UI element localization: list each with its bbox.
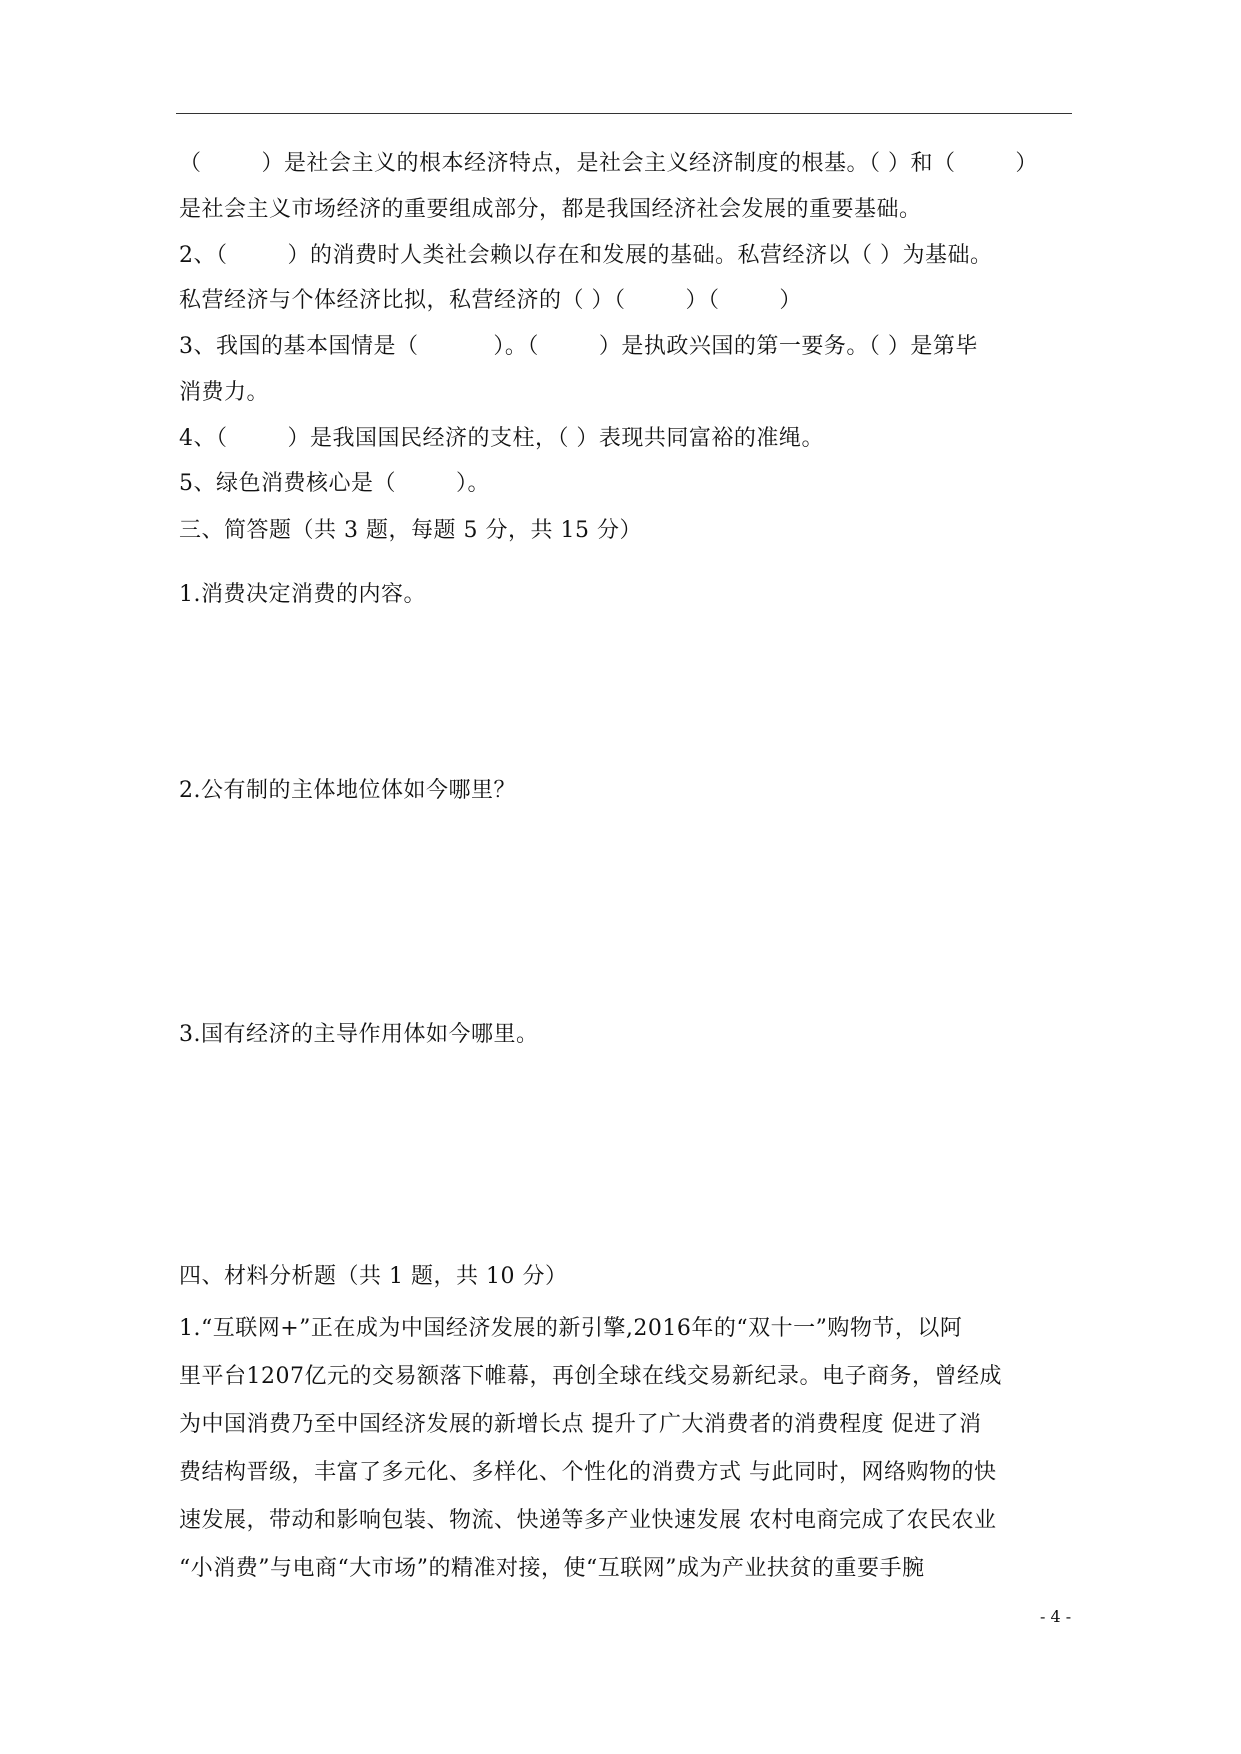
material-line: 费结构晋级，丰富了多元化、多样化、个性化的消费方式 与此同时，网络购物的快 bbox=[179, 1460, 997, 1485]
section-heading-material: 四、材料分析题（共 1 题，共 10 分） bbox=[179, 1264, 568, 1289]
header-rule bbox=[176, 113, 1072, 114]
material-line: 1.“互联网+”正在成为中国经济发展的新引擎,2016年的“双十一”购物节，以阿 bbox=[179, 1316, 963, 1341]
short-answer-question-3: 3.国有经济的主导作用体如今哪里。 bbox=[179, 1022, 539, 1047]
material-line: 里平台1207亿元的交易额落下帷幕，再创全球在线交易新纪录。电子商务，曾经成 bbox=[179, 1364, 1002, 1389]
fill-blank-line-1a: （ ）是社会主义的根本经济特点，是社会主义经济制度的根基。（ ）和（ ） bbox=[179, 151, 1038, 176]
fill-blank-line-5: 5、绿色消费核心是（ ）。 bbox=[179, 471, 490, 496]
page-number: - 4 - bbox=[1040, 1607, 1072, 1626]
short-answer-question-2: 2.公有制的主体地位体如今哪里？ bbox=[179, 778, 516, 803]
material-line: 为中国消费乃至中国经济发展的新增长点 提升了广大消费者的消费程度 促进了消 bbox=[179, 1412, 982, 1437]
short-answer-question-1: 1.消费决定消费的内容。 bbox=[179, 582, 426, 607]
fill-blank-line-4: 4、（ ）是我国国民经济的支柱，（ ）表现共同富裕的准绳。 bbox=[179, 426, 824, 451]
material-line: 速发展，带动和影响包装、物流、快递等多产业快速发展 农村电商完成了农民农业 bbox=[179, 1508, 997, 1533]
fill-blank-line-3a: 3、我国的基本国情是（ ）。（ ）是执政兴国的第一要务。（ ）是第毕 bbox=[179, 334, 978, 359]
fill-blank-line-2a: 2、（ ）的消费时人类社会赖以存在和发展的基础。私营经济以（ ）为基础。 bbox=[179, 243, 993, 268]
fill-blank-line-1b: 是社会主义市场经济的重要组成部分，都是我国经济社会发展的重要基础。 bbox=[179, 197, 922, 222]
material-line: “小消费”与电商“大市场”的精准对接，使“互联网”成为产业扶贫的重要手腕 bbox=[179, 1556, 925, 1581]
section-heading-short-answer: 三、简答题（共 3 题，每题 5 分，共 15 分） bbox=[179, 518, 642, 543]
fill-blank-line-3b: 消费力。 bbox=[179, 380, 270, 405]
fill-blank-line-2b: 私营经济与个体经济比拟，私营经济的（ ）（ ）（ ） bbox=[179, 288, 802, 313]
